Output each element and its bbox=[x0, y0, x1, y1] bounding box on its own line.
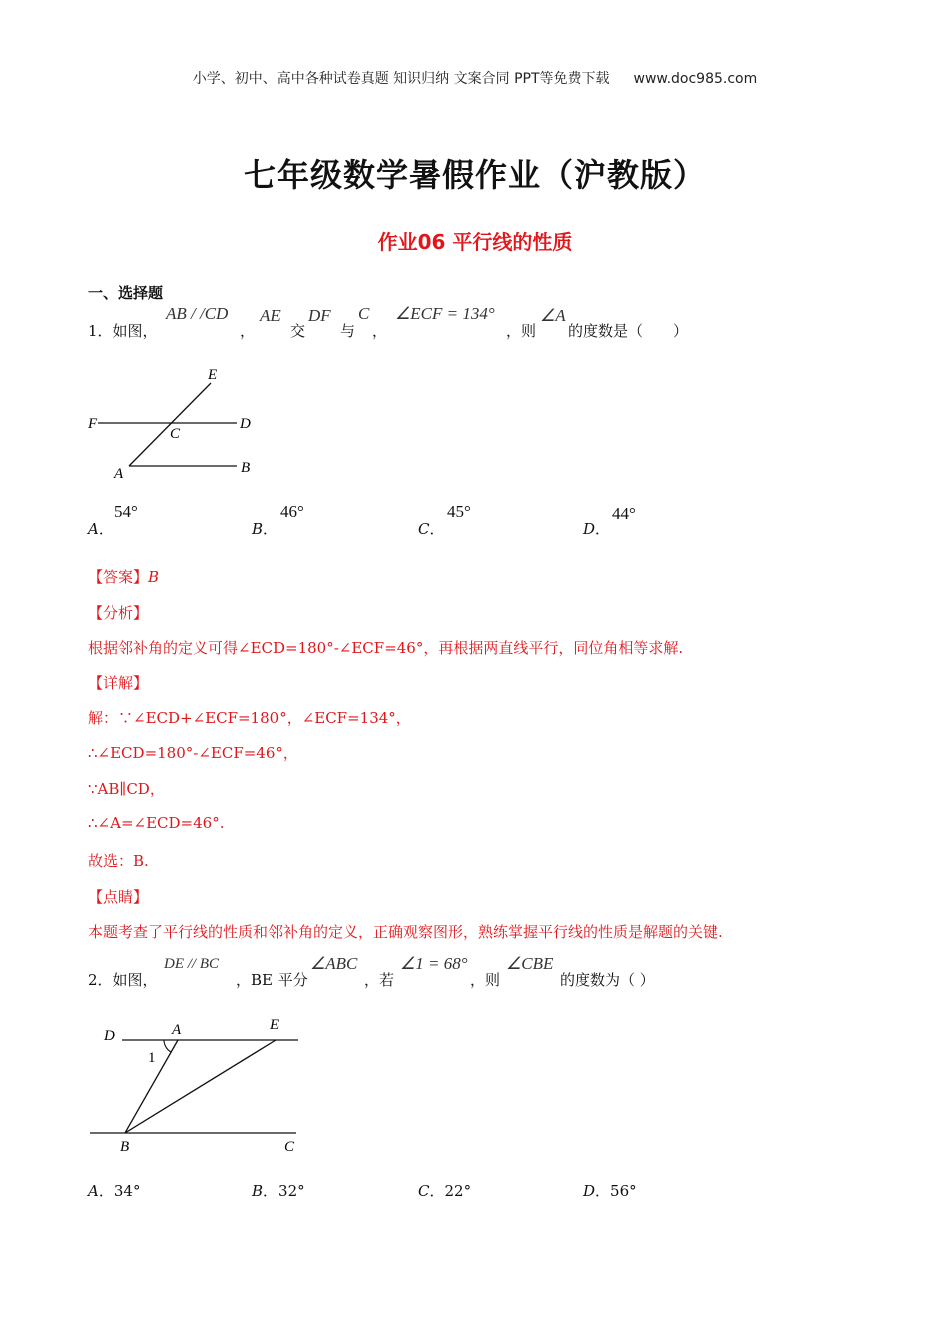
q2-angle-abc: ∠ABC bbox=[310, 954, 358, 973]
q2-de-bc: DE // BC bbox=[164, 956, 219, 972]
label-a: A bbox=[114, 466, 124, 482]
q1-yu: 与 bbox=[340, 322, 356, 340]
answer-value: B bbox=[148, 568, 160, 586]
q2-ze: ，则 bbox=[470, 971, 501, 989]
q1-option-b-value: 46° bbox=[280, 502, 304, 521]
q1-option-a-value: 54° bbox=[114, 502, 138, 521]
q2-option-d[interactable]: D．56° bbox=[583, 1182, 637, 1200]
q1-c: C bbox=[358, 304, 370, 323]
q2-option-b[interactable]: B．32° bbox=[252, 1182, 305, 1200]
q1-angle-ecf: ∠ECF = 134° bbox=[395, 304, 495, 323]
q1-tail: 的度数是（ ） bbox=[568, 322, 689, 340]
q2-angle-1: ∠1 = 68° bbox=[400, 954, 468, 973]
label-c: C bbox=[284, 1139, 295, 1155]
q1-detail-line: ∴∠ECD=180°-∠ECF=46°， bbox=[88, 744, 298, 762]
q2-option-c[interactable]: C．22° bbox=[418, 1182, 472, 1200]
header-text: 小学、初中、高中各种试卷真题 知识归纳 文案合同 PPT等免费下载 bbox=[192, 71, 610, 87]
q1-figure bbox=[80, 360, 280, 485]
label-d: D bbox=[104, 1028, 115, 1044]
q1-df: DF bbox=[308, 306, 331, 325]
q2-be: ，BE 平分 bbox=[236, 971, 308, 989]
q1-point: 本题考查了平行线的性质和邻补角的定义，正确观察图形，熟练掌握平行线的性质是解题的关键. bbox=[88, 923, 723, 941]
angle-1-arc bbox=[164, 1040, 171, 1052]
page-subtitle: 作业06 平行线的性质 bbox=[377, 230, 573, 254]
q1-detail-line: ∵AB∥CD， bbox=[88, 780, 165, 798]
q1-option-a[interactable]: A． bbox=[88, 520, 114, 538]
q1-ae: AE bbox=[260, 306, 281, 325]
q1-detail-line: 故选：B. bbox=[88, 852, 149, 870]
option-value: 32° bbox=[278, 1182, 305, 1200]
q1-option-d[interactable]: D． bbox=[583, 520, 611, 538]
q1-analysis-label: 【分析】 bbox=[88, 604, 149, 622]
q2-ruo: ，若 bbox=[364, 971, 395, 989]
q1-angle-a: ∠A bbox=[540, 306, 566, 325]
q1-detail-line: ∴∠A=∠ECD=46°. bbox=[88, 814, 225, 832]
q1-detail-line: 解：∵∠ECD+∠ECF=180°，∠ECF=134°， bbox=[88, 709, 411, 727]
q1-analysis: 根据邻补角的定义可得∠ECD=180°-∠ECF=46°，再根据两直线平行，同位角相等求解. bbox=[88, 639, 684, 657]
q1-option-d-value: 44° bbox=[612, 504, 636, 523]
page-header bbox=[0, 68, 950, 88]
q1-number: 1．如图， bbox=[88, 322, 158, 340]
q2-tail: 的度数为（ ） bbox=[560, 971, 655, 989]
q1-answer bbox=[88, 566, 159, 587]
q1-jiao: 交 bbox=[290, 322, 306, 340]
option-value: 56° bbox=[610, 1182, 637, 1200]
label-f: F bbox=[88, 416, 98, 432]
q2-number: 2．如图， bbox=[88, 971, 158, 989]
line-ae bbox=[129, 383, 211, 466]
label-b: B bbox=[241, 460, 251, 476]
label-c: C bbox=[170, 426, 181, 442]
q1-point-label: 【点睛】 bbox=[88, 888, 149, 906]
page-title: 七年级数学暑假作业（沪教版） bbox=[243, 156, 706, 194]
option-value: 34° bbox=[113, 1182, 141, 1200]
answer-label: 【答案】 bbox=[88, 568, 149, 586]
q2-option-a[interactable]: A．34° bbox=[88, 1182, 141, 1200]
label-d: D bbox=[240, 416, 251, 432]
q2-angle-cbe: ∠CBE bbox=[506, 954, 554, 973]
q1-option-b[interactable]: B． bbox=[252, 520, 279, 538]
q1-option-c-value: 45° bbox=[447, 502, 471, 521]
label-e: E bbox=[208, 367, 218, 383]
q1-option-c[interactable]: C． bbox=[418, 520, 445, 538]
q2-figure bbox=[80, 1010, 310, 1160]
label-e: E bbox=[270, 1017, 280, 1033]
section-heading: 一、选择题 bbox=[88, 284, 164, 302]
q1-ab-cd: AB / /CD bbox=[166, 304, 229, 323]
q1-detail-label: 【详解】 bbox=[88, 674, 149, 692]
label-a: A bbox=[172, 1022, 182, 1038]
q1-comma1: ， bbox=[240, 322, 256, 340]
q1-comma2: ， bbox=[372, 322, 388, 340]
header-site[interactable]: www.doc985.com bbox=[633, 71, 758, 87]
q1-ze: ，则 bbox=[506, 322, 537, 340]
option-value: 22° bbox=[444, 1182, 472, 1200]
label-1: 1 bbox=[148, 1050, 156, 1066]
label-b: B bbox=[120, 1139, 130, 1155]
